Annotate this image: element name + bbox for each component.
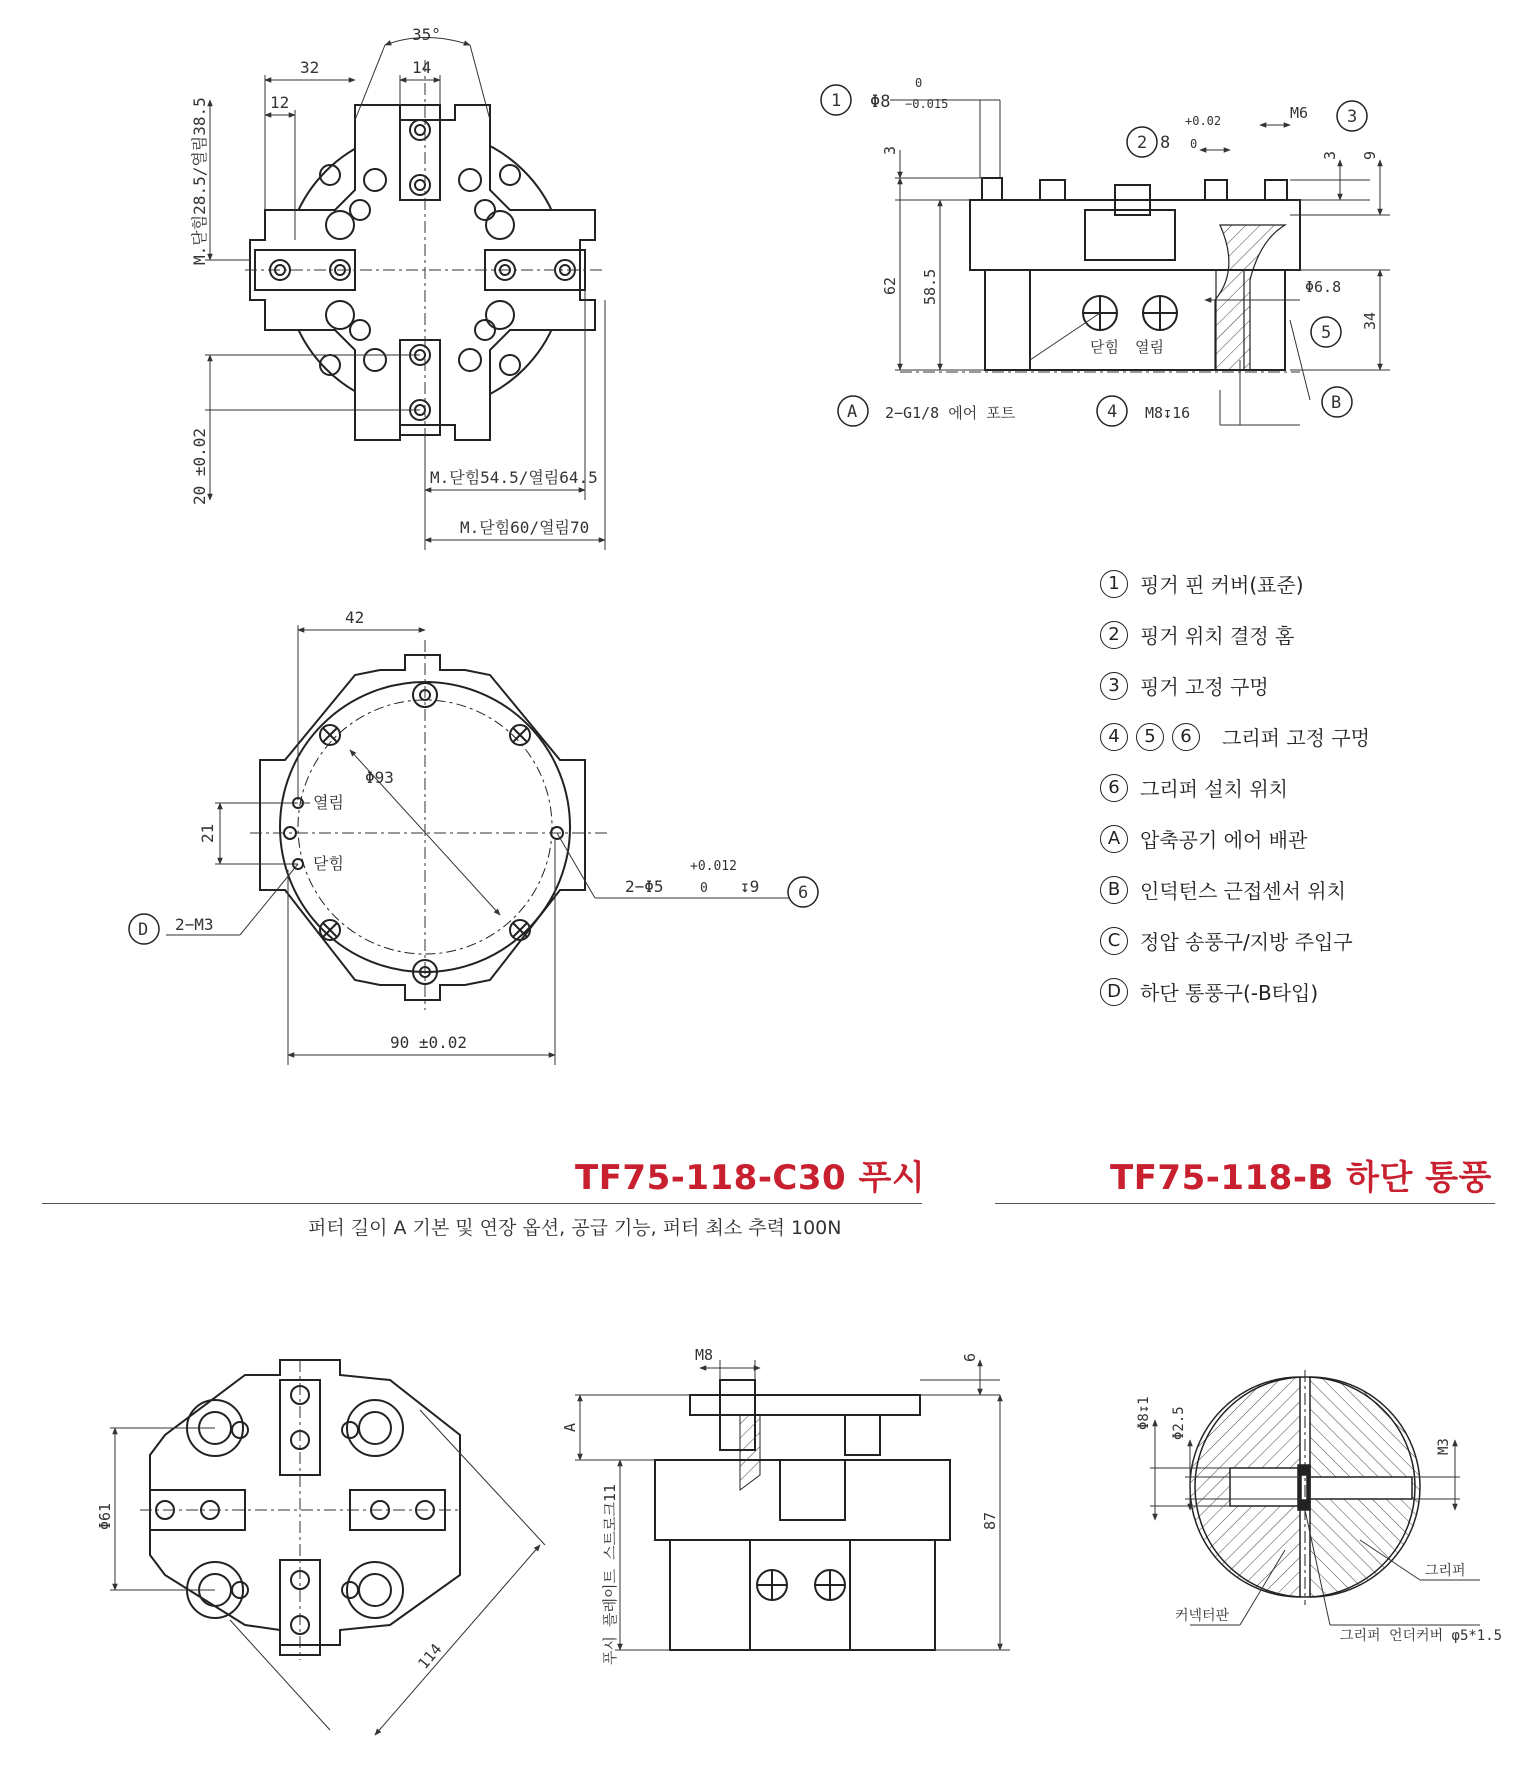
dim-62: 62: [881, 276, 899, 295]
dim-hole-tol-lo: 0: [700, 881, 708, 896]
dim-8-tol-up: +0.02: [1185, 114, 1222, 128]
legend-item: [1100, 813, 1500, 864]
legend-mark: 6: [1172, 723, 1200, 751]
dim-m8-16: M8↧16: [1145, 404, 1191, 422]
legend-mark: 6: [1100, 774, 1128, 802]
legend: [1100, 558, 1500, 1017]
mark-a: A: [847, 402, 858, 422]
dim-3-left: 3: [881, 145, 899, 155]
mark-6: 6: [798, 883, 809, 903]
dim-90-tol: 90 ±0.02: [390, 1033, 468, 1052]
push-upper-block: [655, 1460, 950, 1540]
top-housing-outline: [250, 105, 595, 440]
bottom-view: [260, 655, 585, 1000]
dim-pin-tol-up: 0: [915, 76, 923, 90]
legend-text: 정압 송풍구/지방 주입구: [1140, 930, 1353, 954]
dim-21: 21: [198, 823, 217, 843]
dim-bottom-horizontal: M.닫힘60/열림70: [460, 518, 590, 537]
dim-pin-tol-lo: −0.015: [905, 97, 949, 111]
legend-item: [1100, 711, 1500, 762]
legend-mark: 5: [1136, 723, 1164, 751]
detail-view: [1190, 1370, 1420, 1605]
dim-push-87: 87: [981, 1511, 999, 1530]
dim-114: 114: [414, 1640, 446, 1673]
dim-d93: Φ93: [365, 768, 394, 787]
legend-item: [1100, 762, 1500, 813]
dim-8: 8: [1160, 133, 1171, 153]
legend-mark: 3: [1100, 672, 1128, 700]
title-bottom-vent: TF75-118-B 하단 통풍: [1110, 1158, 1492, 1198]
legend-mark: B: [1100, 876, 1128, 904]
dim-hole: 2−Φ5: [625, 877, 664, 896]
dim-mid-horizontal: M.닫힘54.5/열림64.5: [430, 468, 598, 487]
legend-text: 핑거 위치 결정 홈: [1140, 624, 1295, 648]
dim-detail-d2-5: Φ2.5: [1171, 1406, 1187, 1440]
top-view: [250, 105, 595, 440]
mark-b: B: [1331, 393, 1342, 413]
legend-mark: 1: [1100, 570, 1128, 598]
label-side-open: 열림: [1135, 338, 1164, 356]
dim-left-vertical: M.닫힘28.5/열림38.5: [190, 97, 209, 265]
legend-item: [1100, 864, 1500, 915]
dim-push-a: A: [561, 1422, 579, 1432]
dim-58-5: 58.5: [921, 268, 939, 305]
legend-item: [1100, 609, 1500, 660]
legend-text: 그리퍼 고정 구멍: [1222, 726, 1370, 750]
dim-42: 42: [345, 608, 365, 627]
legend-mark: C: [1100, 927, 1128, 955]
subtitle: 퍼터 길이 A 기본 및 연장 옵션, 공급 기능, 퍼터 최소 추력 100N: [308, 1217, 842, 1239]
dim-push-6: 6: [961, 1352, 979, 1362]
legend-text: 압축공기 에어 배관: [1140, 828, 1308, 852]
title-push: TF75-118-C30 푸시: [575, 1158, 926, 1198]
legend-item: [1100, 915, 1500, 966]
dim-detail-m3: M3: [1436, 1438, 1452, 1455]
dim-12: 12: [270, 93, 290, 112]
label-side-close: 닫힘: [1090, 338, 1119, 356]
dim-hole-depth: ↧9: [740, 877, 760, 896]
legend-item: [1100, 966, 1500, 1017]
legend-mark: A: [1100, 825, 1128, 853]
title-rule-left: [42, 1203, 922, 1204]
dim-14: 14: [412, 58, 432, 77]
legend-mark: 2: [1100, 621, 1128, 649]
legend-text: 핑거 고정 구멍: [1140, 675, 1269, 699]
dim-d61: Φ61: [96, 1502, 114, 1530]
dim-d6-8: Φ6.8: [1305, 278, 1342, 296]
label-close: 닫힘: [313, 854, 344, 873]
dim-34: 34: [1361, 311, 1379, 330]
dim-hole-tol-up: +0.012: [690, 859, 737, 874]
label-gripper-cover: 그리퍼 언더커버 φ5*1.5: [1340, 1628, 1503, 1644]
legend-item: [1100, 558, 1500, 609]
mark-d: D: [138, 920, 149, 940]
title-rule-right: [995, 1203, 1495, 1204]
mark-4: 4: [1107, 402, 1118, 422]
dim-3-right: 3: [1321, 150, 1339, 160]
push-plate: [690, 1395, 920, 1415]
dim-9: 9: [1361, 150, 1379, 160]
legend-mark: D: [1100, 978, 1128, 1006]
mark-5: 5: [1321, 323, 1332, 343]
label-connector: 커넥터판: [1175, 1608, 1230, 1624]
dim-32: 32: [300, 58, 320, 77]
dim-push-m8: M8: [695, 1346, 714, 1364]
dim-pin: Φ8: [870, 92, 891, 112]
legend-mark: 4: [1100, 723, 1128, 751]
dim-angle-35: 35°: [412, 25, 441, 44]
push-side-view: [655, 1380, 950, 1650]
dim-air-port: 2−G1/8 에어 포트: [885, 404, 1016, 422]
legend-text: 그리퍼 설치 위치: [1140, 777, 1288, 801]
label-open: 열림: [313, 793, 344, 812]
legend-text: 인덕턴스 근접센서 위치: [1140, 879, 1346, 903]
push-top-view: [150, 1360, 460, 1655]
label-gripper: 그리퍼: [1425, 1563, 1466, 1579]
dim-20-tol: 20 ±0.02: [190, 427, 209, 505]
mark-1: 1: [831, 91, 842, 111]
dim-8-tol-lo: 0: [1190, 137, 1198, 151]
dim-push-stroke: 푸시 플레이트 스트로크11: [601, 1483, 619, 1665]
mark-2: 2: [1137, 133, 1148, 153]
dim-detail-d8: Φ8↧1: [1136, 1396, 1152, 1430]
mark-3: 3: [1347, 107, 1358, 127]
legend-text: 하단 통풍구(-B타입): [1140, 981, 1319, 1005]
push-lower-block: [670, 1540, 935, 1650]
dim-m6: M6: [1290, 104, 1309, 122]
legend-text: 핑거 핀 커버(표준): [1140, 573, 1304, 597]
dim-m3: 2−M3: [175, 915, 214, 934]
legend-item: [1100, 660, 1500, 711]
